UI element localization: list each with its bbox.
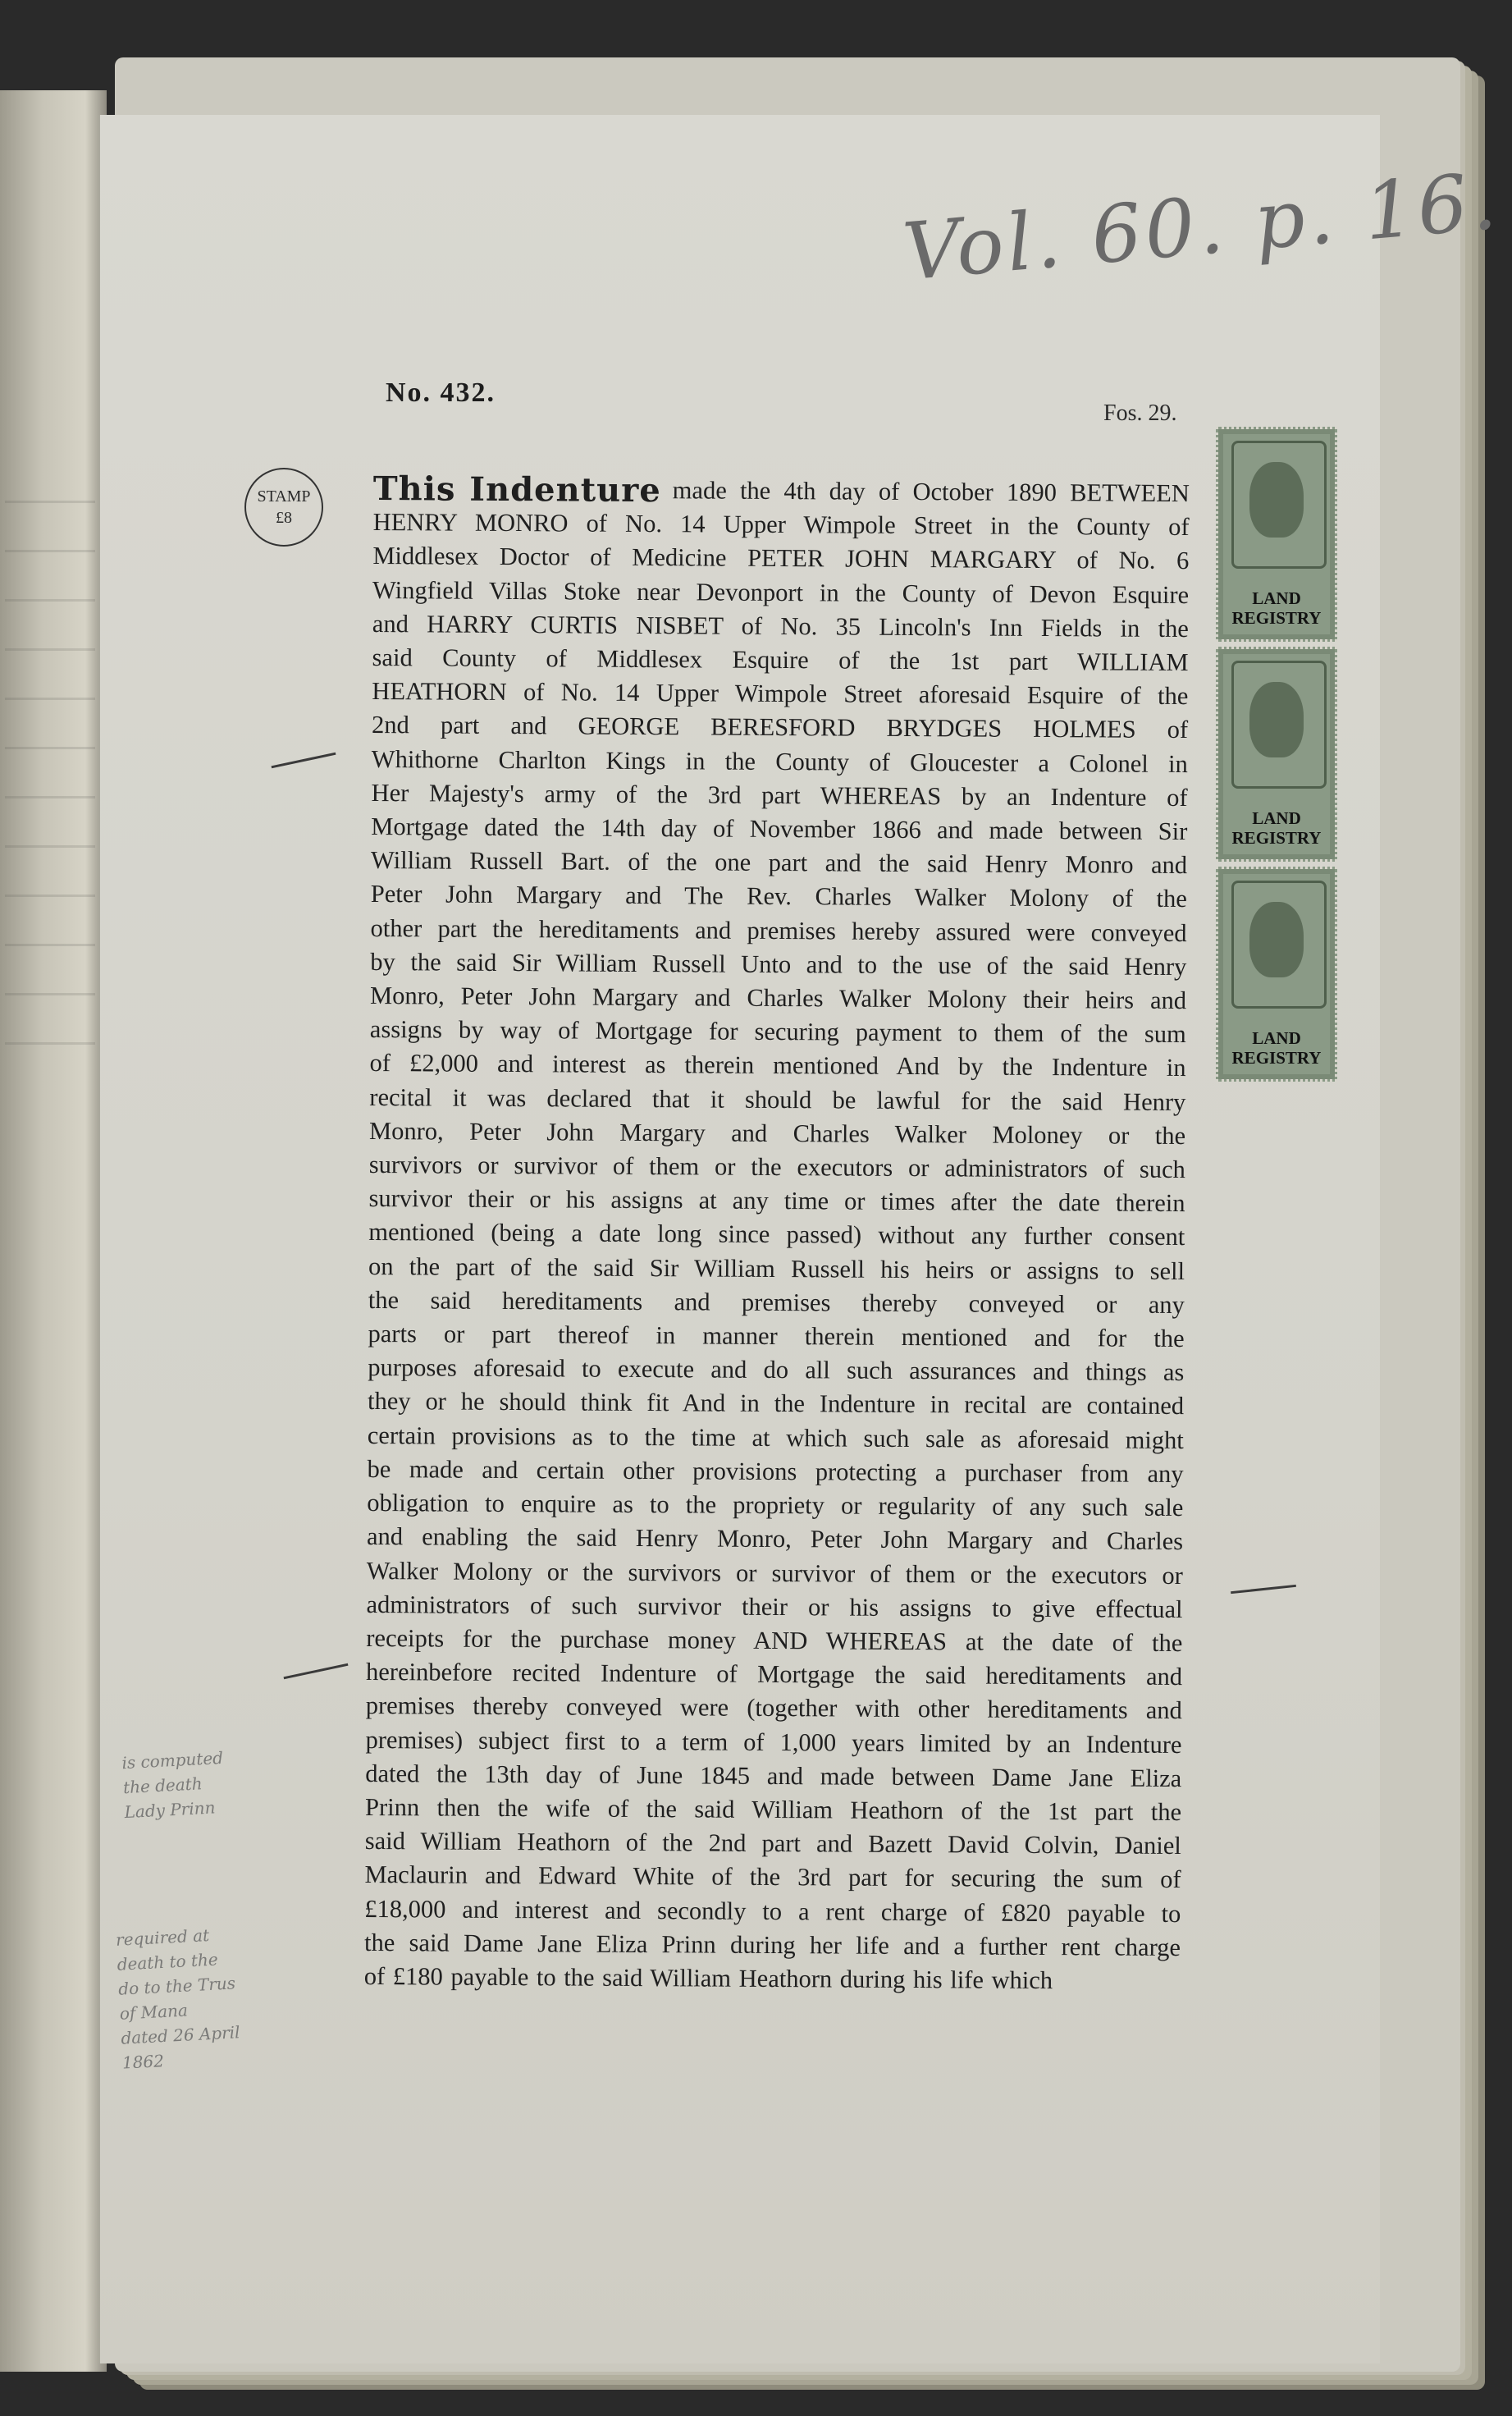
indenture-line-text: premises) subject first to a term of 1,000 years limited by an Indenture (365, 1725, 1182, 1759)
stamp-label: LAND REGISTRY (1231, 1028, 1322, 1068)
indenture-line (370, 945, 1186, 984)
indenture-line-text: hereinbefore recited Indenture of Mortgage the said hereditaments and (365, 1658, 1183, 1691)
indenture-line-text: obligation to enquire as to the propriety or regularity of any such sale (367, 1489, 1184, 1522)
margin-note-2: required at death to the do to the Trus of Mana dated 26 April 1862 (115, 1924, 241, 2073)
indenture-line-text: HENRY MONRO of No. 14 Upper Wimpole Street in the County of (372, 508, 1190, 542)
indenture-line-text: survivors or survivor of them or the executors or administrators of such (368, 1151, 1185, 1184)
indenture-line-text: Wingfield Villas Stoke near Devonport in the County of Devon Esquire (372, 575, 1190, 609)
indenture-line-text: £18,000 and interest and secondly to a rent charge of £820 payable to (364, 1894, 1181, 1928)
stamp-label: LAND REGISTRY (1231, 808, 1322, 848)
indenture-line (369, 1114, 1185, 1153)
indenture-line-text: and HARRY CURTIS NISBET of No. 35 Lincoln's Inn Fields in the (372, 609, 1189, 643)
stamp-seal-amount: £8 (276, 509, 292, 527)
indenture-line (365, 1824, 1181, 1863)
indenture-line (371, 810, 1187, 849)
indenture-line (364, 1892, 1181, 1930)
indenture-line-text: Prinn then the wife of the said William Heathorn of the 1st part the (364, 1792, 1182, 1826)
indenture-line (365, 1723, 1181, 1761)
indenture-line-text: they or he should think fit And in the Indenture in recital are contained (367, 1387, 1185, 1421)
left-facing-page (0, 90, 107, 2372)
indenture-line-text: assigns by way of Mortgage for securing payment to them of the sum (369, 1015, 1186, 1049)
indenture-line (371, 877, 1187, 916)
indenture-line (369, 1081, 1185, 1119)
indenture-line (366, 1689, 1182, 1727)
indenture-line-text: Middlesex Doctor of Medicine PETER JOHN MARGARY of No. 6 (372, 542, 1190, 575)
indenture-line-text: premises thereby conveyed were (together with other hereditaments and (365, 1691, 1182, 1725)
indenture-line (364, 1926, 1181, 1965)
indenture-line-text: made the 4th day of October 1890 BETWEEN (672, 476, 1190, 508)
indenture-line-text: receipts for the purchase money AND WHEREAS at the date of the (366, 1623, 1183, 1657)
indenture-line-text: said William Heathorn of the 2nd part and Bazett David Colvin, Daniel (364, 1827, 1181, 1860)
indenture-line-text: HEATHORN of No. 14 Upper Wimpole Street aforesaid Esquire of the (372, 677, 1189, 711)
document-number: No. 432. (386, 378, 496, 408)
indenture-line (372, 574, 1189, 612)
revenue-stamp (1216, 427, 1337, 642)
indenture-line (372, 743, 1188, 781)
indenture-line (369, 1046, 1185, 1085)
indenture-line (368, 1317, 1184, 1356)
indenture-line-text: dated the 13th day of June 1845 and made between Dame Jane Eliza (365, 1759, 1182, 1792)
indenture-line-text: the said Dame Jane Eliza Prinn during her life and a further rent charge (363, 1928, 1181, 1961)
portrait-icon (1249, 902, 1304, 977)
indenture-line (372, 506, 1189, 544)
handwritten-volume-reference: Vol. 60. p. 16. (899, 154, 1503, 299)
indenture-line (372, 675, 1188, 713)
indenture-line-text: of £180 payable to the said William Heathorn during his life which (363, 1961, 1053, 1995)
indenture-line (372, 641, 1188, 680)
indenture-line (367, 1553, 1183, 1592)
indenture-line-text: administrators of such survivor their or his assigns to give effectual (366, 1590, 1183, 1623)
portrait-icon (1249, 682, 1304, 757)
revenue-stamps (1216, 427, 1339, 1087)
indenture-line (368, 1215, 1185, 1254)
indenture-line-text: other part the hereditaments and premises hereby assured were conveyed (370, 913, 1187, 947)
indenture-line-text: Walker Molony or the survivors or survivor of them or the executors or (366, 1556, 1183, 1590)
margin-note-1: is computed the death Lady Prinn (121, 1747, 224, 1823)
indenture-line-text: the said hereditaments and premises thereby conveyed or any (368, 1285, 1185, 1319)
indenture-line (371, 776, 1187, 815)
indenture-line-text: Monro, Peter John Margary and Charles Walker Moloney or the (368, 1116, 1186, 1150)
indenture-line (368, 1384, 1184, 1423)
indenture-line (365, 1791, 1181, 1829)
indenture-line (371, 844, 1187, 882)
folio-count: Fos. 29. (1103, 400, 1177, 426)
indenture-line-text: survivor their or his assigns at any time or times after the date therein (368, 1184, 1185, 1218)
indenture-line-text: be made and certain other provisions protecting a purchaser from any (367, 1454, 1184, 1488)
indenture-line-text: recital it was declared that it should be lawful for the said Henry (369, 1082, 1186, 1116)
indenture-line-text: of £2,000 and interest as therein mentioned And by the Indenture in (369, 1049, 1186, 1082)
indenture-line (370, 912, 1186, 950)
indenture-line (368, 1250, 1185, 1288)
indenture-line (370, 979, 1186, 1018)
indenture-line (366, 1655, 1182, 1694)
indenture-line (372, 607, 1189, 646)
indenture-line (369, 1148, 1185, 1187)
indenture-line (370, 1013, 1186, 1051)
indenture-line (368, 1351, 1184, 1389)
indenture-body (363, 469, 1190, 1998)
indenture-line-text: Whithorne Charlton Kings in the County of Gloucester a Colonel in (371, 744, 1188, 778)
indenture-line (372, 708, 1188, 747)
indenture-line (366, 1588, 1182, 1627)
indenture-line (366, 1622, 1182, 1660)
indenture-line-text: William Russell Bart. of the one part and the said Henry Monro and (371, 846, 1188, 880)
indenture-line (364, 1960, 1181, 1998)
indenture-line-text: and enabling the said Henry Monro, Peter John Margary and Charles (366, 1522, 1184, 1556)
revenue-stamp (1216, 867, 1337, 1082)
indenture-line (368, 1419, 1184, 1457)
indenture-line-text: Monro, Peter John Margary and Charles Walker Molony their heirs and (369, 982, 1187, 1015)
revenue-stamp (1216, 647, 1337, 862)
indenture-line (365, 1757, 1181, 1796)
indenture-line (368, 1284, 1185, 1322)
stamp-seal-label: STAMP (257, 487, 311, 506)
portrait-icon (1249, 462, 1304, 538)
indenture-line-text: on the part of the said Sir William Russell his heirs or assigns to sell (368, 1251, 1185, 1285)
indenture-line (367, 1520, 1183, 1558)
indenture-line-text: certain provisions as to the time at which such sale as aforesaid might (367, 1421, 1184, 1454)
stamp-label: LAND REGISTRY (1231, 588, 1322, 628)
indenture-line-text: 2nd part and GEORGE BERESFORD BRYDGES HOLMES of (372, 711, 1189, 744)
indenture-line (368, 1182, 1185, 1220)
indenture-line-text: Her Majesty's army of the 3rd part WHEREAS by an Indenture of (371, 778, 1188, 812)
indenture-line (367, 1453, 1183, 1491)
indenture-line-text: mentioned (being a date long since passed) without any further consent (368, 1218, 1185, 1251)
indenture-line (372, 539, 1189, 578)
indenture-line (364, 1858, 1181, 1897)
indenture-heading: This Indenture (372, 469, 661, 510)
indenture-line-text: Peter John Margary and The Rev. Charles Walker Molony of the (370, 880, 1187, 913)
indenture-line-text: Maclaurin and Edward White of the 3rd part for securing the sum of (364, 1860, 1181, 1894)
indenture-line-text: said County of Middlesex Esquire of the 1st part WILLIAM (372, 643, 1189, 677)
indenture-line-text: purposes aforesaid to execute and do all such assurances and things as (368, 1353, 1185, 1387)
indenture-line (372, 469, 1190, 510)
indenture-line (367, 1486, 1183, 1525)
stamp-duty-seal (244, 468, 323, 547)
indenture-line-text: parts or part thereof in manner therein mentioned and for the (368, 1320, 1185, 1353)
indenture-line-text: Mortgage dated the 14th day of November 1866 and made between Sir (371, 812, 1188, 846)
indenture-line-text: by the said Sir William Russell Unto and to the use of the said Henry (370, 947, 1187, 981)
